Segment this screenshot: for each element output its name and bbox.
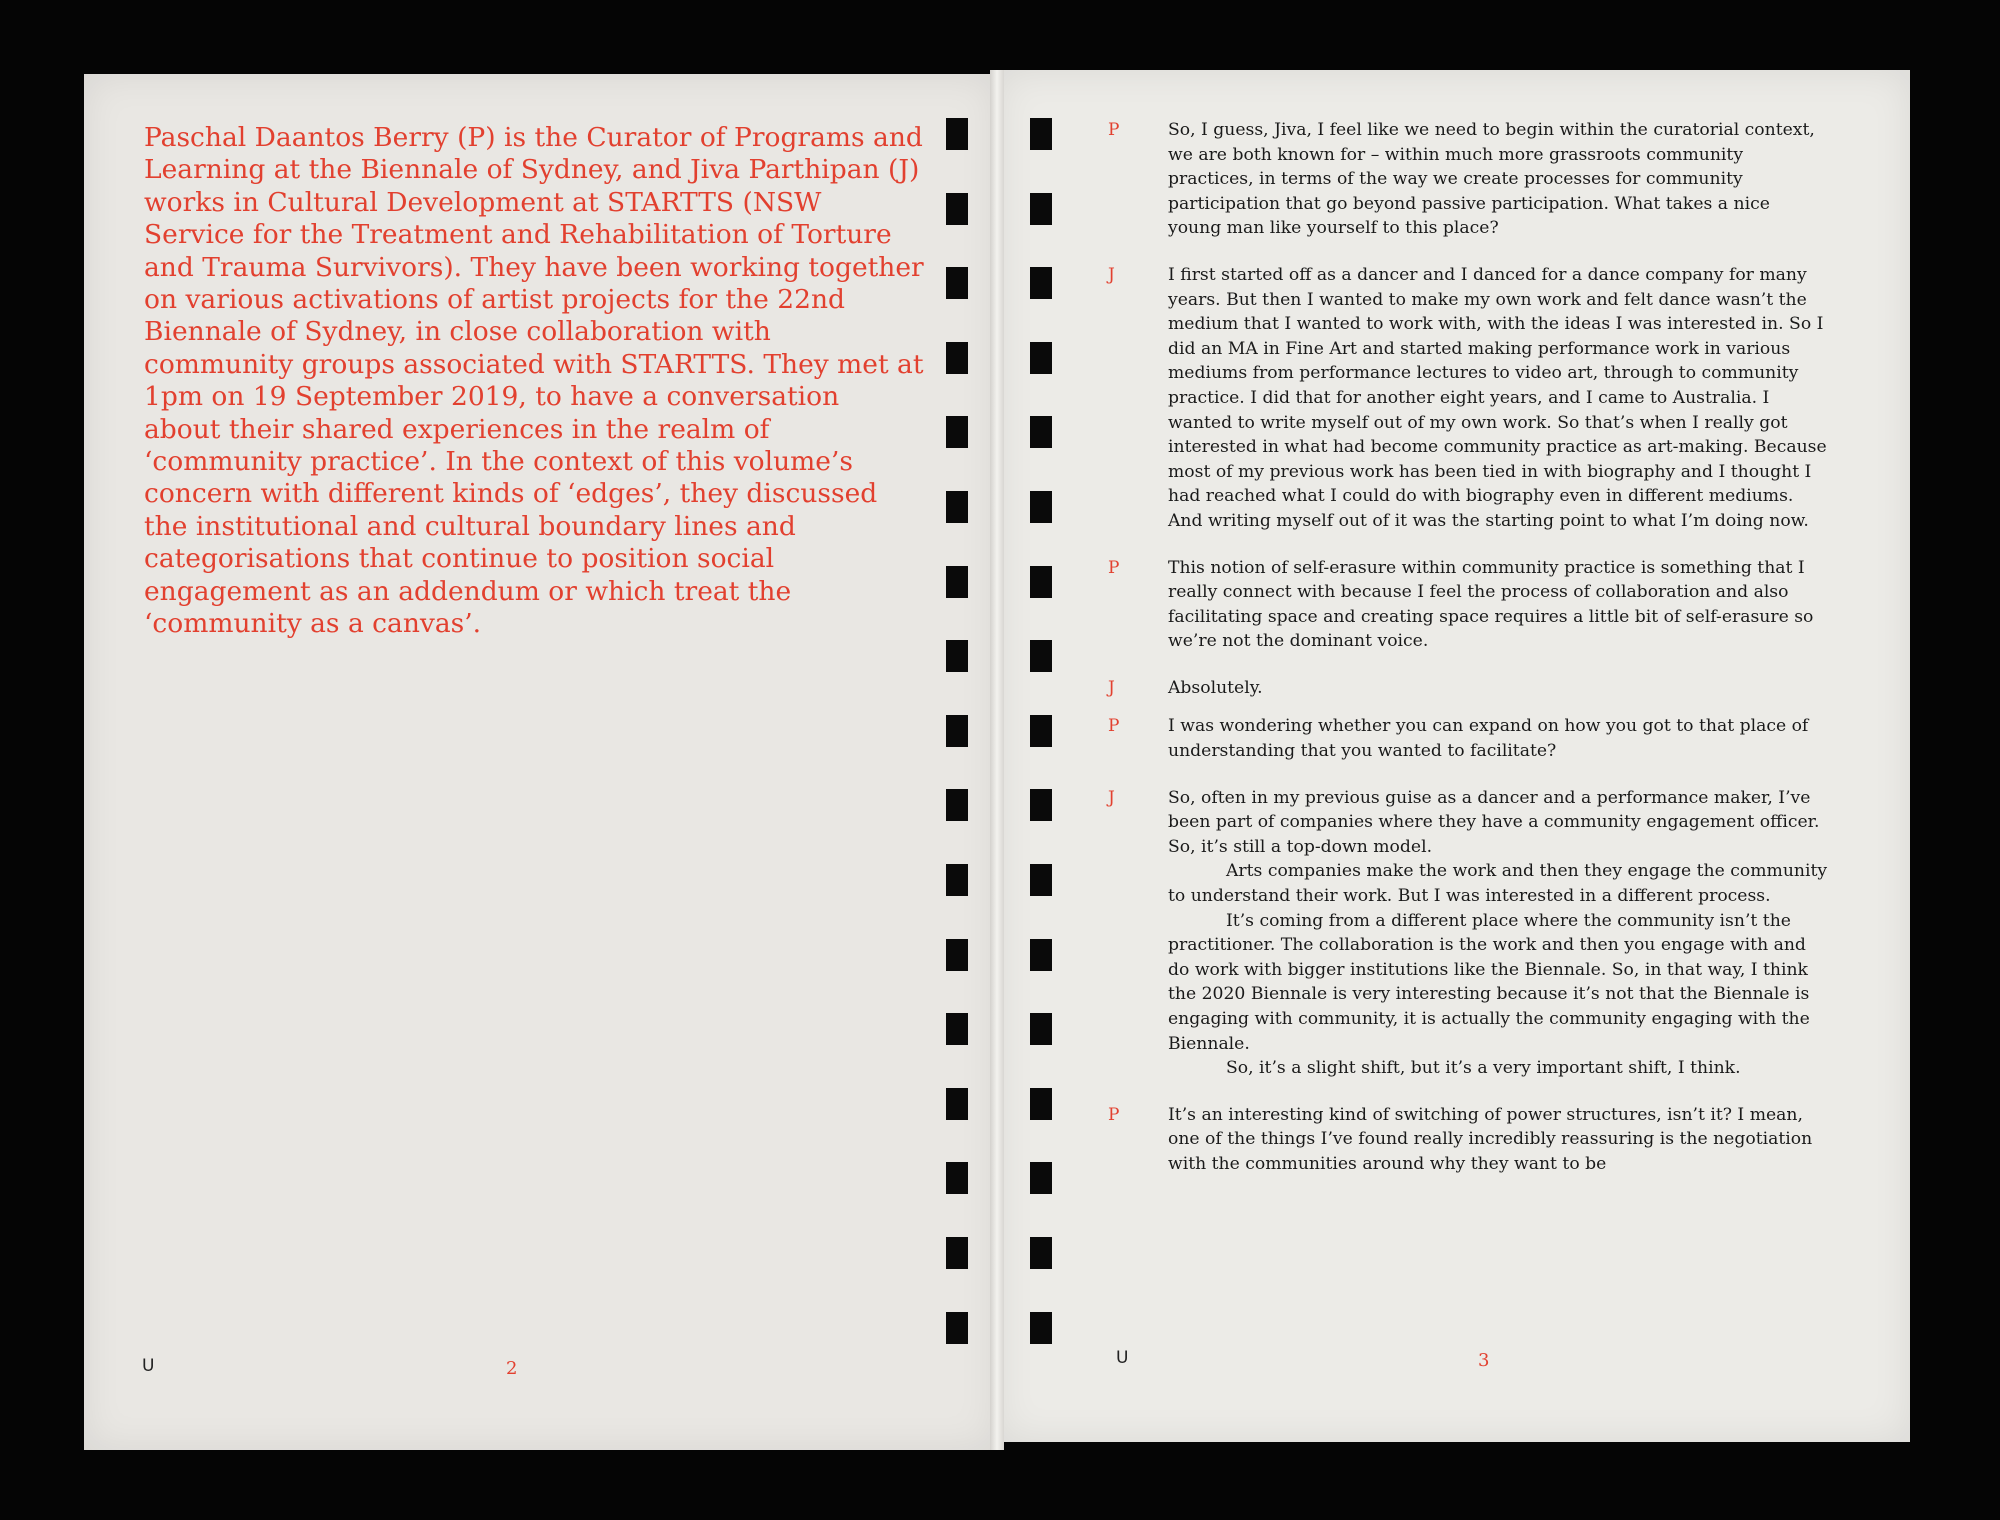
speaker-label: J: [1108, 264, 1115, 285]
binding-hole: [946, 864, 968, 896]
binding-hole: [946, 1088, 968, 1120]
binding-hole: [946, 939, 968, 971]
binding-hole: [1030, 1162, 1052, 1194]
dialogue-paragraph: Absolutely.: [1168, 677, 1263, 698]
right-folio-letter: U: [1116, 1348, 1129, 1368]
binding-hole: [1030, 1013, 1052, 1045]
binding-holes-right: [1030, 118, 1052, 1398]
binding-hole: [1030, 118, 1052, 150]
left-page: [84, 74, 996, 1450]
intro-paragraph: [144, 122, 924, 641]
binding-hole: [1030, 267, 1052, 299]
binding-hole: [946, 640, 968, 672]
speaker-label: J: [1108, 677, 1115, 698]
binding-hole: [1030, 342, 1052, 374]
binding-hole: [1030, 715, 1052, 747]
binding-hole: [946, 789, 968, 821]
binding-hole: [946, 342, 968, 374]
binding-hole: [1030, 1312, 1052, 1344]
binding-hole: [1030, 789, 1052, 821]
binding-hole: [1030, 566, 1052, 598]
binding-hole: [946, 566, 968, 598]
dialogue-paragraph: This notion of self-erasure within community practice is something that I really connect with because I feel the process of collaboration and also facilitating space and creating space requires a little bit of self-erasure so we’re not the dominant voice.: [1168, 557, 1814, 652]
dialogue-entry: [1108, 676, 1828, 701]
speaker-label: P: [1108, 1104, 1120, 1125]
binding-hole: [946, 1013, 968, 1045]
dialogue-entry: [1108, 786, 1828, 1081]
dialogue-paragraph: So, it’s a slight shift, but it’s a very important shift, I think.: [1226, 1058, 1741, 1079]
binding-hole: [1030, 416, 1052, 448]
dialogue-entry: [1108, 118, 1828, 241]
speaker-label: P: [1108, 716, 1120, 737]
right-page-number: 3: [1478, 1350, 1490, 1371]
binding-hole: [946, 267, 968, 299]
binding-hole: [946, 1162, 968, 1194]
binding-hole: [946, 1237, 968, 1269]
dialogue-paragraph: I first started off as a dancer and I danced for a dance company for many years. But then I wanted to make my own work and felt dance wasn’t the medium that I wanted to work with, with the ideas I was interested in. So I did an MA in Fine Art and started making performance work in various mediums from performance lectures to video art, through to community practice. I did that for another eight years, and I came to Australia. I wanted to write myself out of my own work. So that’s when I really got interested in what had become community practice as art-making. Because most of my previous work has been tied in with biography and I thought I had reached what I could do with biography even in different mediums. And writing myself out of it was the starting point to what I’m doing now.: [1168, 264, 1827, 531]
binding-hole: [946, 491, 968, 523]
binding-hole: [1030, 193, 1052, 225]
binding-gutter: [990, 70, 1004, 1450]
dialogue-entry: [1108, 714, 1828, 763]
dialogue-entry: [1108, 1103, 1828, 1177]
binding-hole: [1030, 864, 1052, 896]
dialogue: [1108, 118, 1828, 1199]
speaker-label: J: [1108, 787, 1115, 808]
binding-hole: [946, 715, 968, 747]
binding-hole: [1030, 1237, 1052, 1269]
dialogue-paragraph: So, I guess, Jiva, I feel like we need to begin within the curatorial context, we are both known for – within much more grassroots community practices, in terms of the way we create processes for community participation that go beyond passive participation. What takes a nice young man like yourself to this place?: [1168, 120, 1815, 239]
binding-hole: [1030, 491, 1052, 523]
binding-hole: [946, 1312, 968, 1344]
dialogue-entry: [1108, 556, 1828, 654]
binding-hole: [1030, 1088, 1052, 1120]
dialogue-paragraph: Arts companies make the work and then they engage the community to understand their work. But I was interested in a different process.: [1168, 861, 1828, 907]
binding-holes-left: [946, 118, 968, 1398]
dialogue-paragraph: I was wondering whether you can expand on how you got to that place of understanding that you wanted to facilitate?: [1168, 716, 1809, 762]
binding-hole: [1030, 939, 1052, 971]
binding-hole: [1030, 640, 1052, 672]
dialogue-paragraph: It’s coming from a different place where the community isn’t the practitioner. The collaboration is the work and then you engage with and do work with bigger institutions like the Biennale. So, in that way, I think the 2020 Biennale is very interesting because it’s not that the Biennale is engaging with community, it is actually the community engaging with the Biennale.: [1168, 910, 1810, 1054]
dialogue-paragraph: It’s an interesting kind of switching of power structures, isn’t it? I mean, one of the things I’ve found really incredibly reassuring is the negotiation with the communities around why they want to be: [1168, 1104, 1813, 1174]
binding-hole: [946, 118, 968, 150]
dialogue-paragraph: So, often in my previous guise as a dancer and a performance maker, I’ve been part of companies where they have a community engagement officer. So, it’s still a top-down model.: [1168, 787, 1820, 857]
binding-hole: [946, 416, 968, 448]
speaker-label: P: [1108, 557, 1120, 578]
left-folio-letter: U: [142, 1356, 155, 1376]
dialogue-entry: [1108, 263, 1828, 534]
speaker-label: P: [1108, 120, 1120, 140]
left-page-number: 2: [506, 1358, 518, 1379]
intro-text: Paschal Daantos Berry (P) is the Curator of Programs and Learning at the Biennale of Sydney, and Jiva Parthipan (J) works in Cultural Development at STARTTS (NSW Service for the Treatment and Rehabilitation of Torture and Trauma Survivors). They have been working together on various activations of artist projects for the 22nd Biennale of Sydney, in close collaboration with community groups associated with STARTTS. They met at 1pm on 19 September 2019, to have a conversation about their shared experiences in the realm of ‘community practice’. In the context of this volume’s concern with different kinds of ‘edges’, they discussed the institutional and cultural boundary lines and categorisations that continue to position social engagement as an addendum or which treat the ‘community as a canvas’.: [144, 122, 924, 640]
binding-hole: [946, 193, 968, 225]
